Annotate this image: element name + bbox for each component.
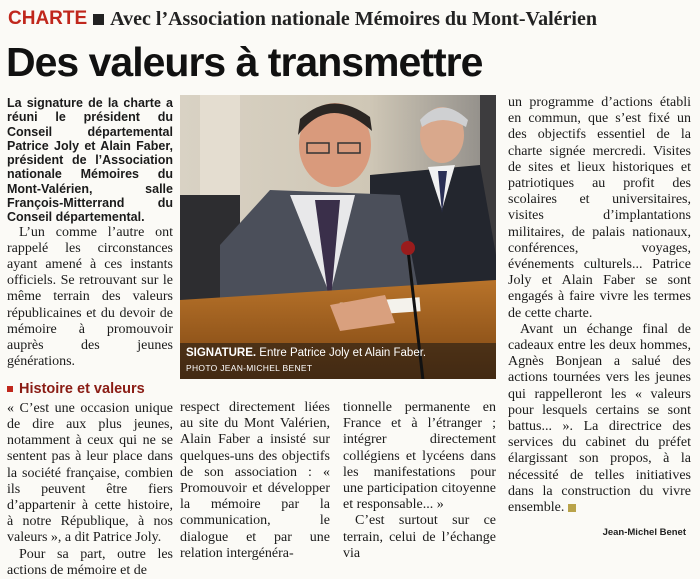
subheading-square-icon [7, 386, 13, 392]
paragraph: un programme d’actions établi en commun, que s’est fixé un des objectifs essentiel de la charte signée mercredi. Visites de sites et lieux historiques et patriotiques au profit des scolaires et universitaires, visites d’implantations militaires, de palais nationaux, conférences, voyages, événements culturels... Patrice Joly et Alain Faber se sont engagés à faire vivre les termes de cette charte. [508, 95, 691, 321]
paragraph: L’un comme l’autre ont rappelé les circonstances ayant amené à ces instants officiels. Se retrouvant sur le même terrain des valeurs républicaines et du devoir de mémoire à promouvoir auprès des jeunes générations. [7, 224, 173, 370]
paragraph: tionnelle permanente en France et à l’étranger ; intégrer directement collégiens et lycéens dans les manifestations pour une participation citoyenne et responsable... » [343, 400, 496, 513]
article-lead: La signature de la charte a réuni le président du Conseil départemental Patrice Joly et Alain Faber, président de l’Association nationale Mémoires du Mont-Valérien, salle François-Mitterrand du Conseil départemental. [7, 96, 173, 225]
caption-label: SIGNATURE. [186, 347, 257, 359]
article-photo [180, 95, 496, 379]
subheading [7, 381, 173, 397]
paragraph: « C’est une occasion unique de dire aux plus jeunes, notamment à ceux qui ne se sentent pas à leur place dans la société française, combien ils peuvent être fiers d’appartenir à cette histoire, à notre République, à nos valeurs », a dit Patrice Joly. [7, 400, 173, 546]
photo-credit: PHOTO JEAN-MICHEL BENET [186, 363, 313, 373]
photo-caption [180, 343, 496, 379]
kicker-text: Avec l’Association nationale Mémoires du Mont-Valérien [110, 7, 597, 30]
paragraph: respect directement liées au site du Mont Valérien, Alain Faber a insisté sur quelques-uns des objectifs de son association : « Promouvoir et développer la mémoire par la communication, le dialogue et par une relation intergénéra- [180, 400, 330, 561]
column-2 [180, 400, 330, 562]
photo-image [180, 95, 496, 379]
caption-line [186, 347, 426, 359]
caption-text: Entre Patrice Joly et Alain Faber. [259, 347, 427, 359]
column-1 [7, 96, 173, 579]
kicker-tag: CHARTE [8, 8, 88, 29]
paragraph: C’est surtout sur ce terrain, celui de l’échange via [343, 513, 496, 561]
paragraph-text: Avant un échange final de cadeaux entre les deux hommes, Agnès Bonjean a salué des actions tournées vers les jeunes qui rappelleront les « valeurs pour lesquels certains se sont battus... ». La directrice des services du cabinet du préfet élargissant son propos, à la nécessité de telles initiatives dans la construction du vivre ensemble. [508, 321, 691, 516]
column-4 [508, 95, 691, 516]
byline: Jean-Michel Benet [602, 527, 686, 538]
paragraph [508, 322, 691, 516]
headline: Des valeurs à transmettre [6, 39, 483, 85]
paragraph: Pour sa part, outre les actions de mémoire et de [7, 546, 173, 578]
column-3 [343, 400, 496, 562]
kicker [8, 4, 597, 34]
end-mark-icon [568, 504, 576, 512]
subheading-text: Histoire et valeurs [19, 380, 145, 397]
kicker-square-icon [93, 14, 104, 25]
